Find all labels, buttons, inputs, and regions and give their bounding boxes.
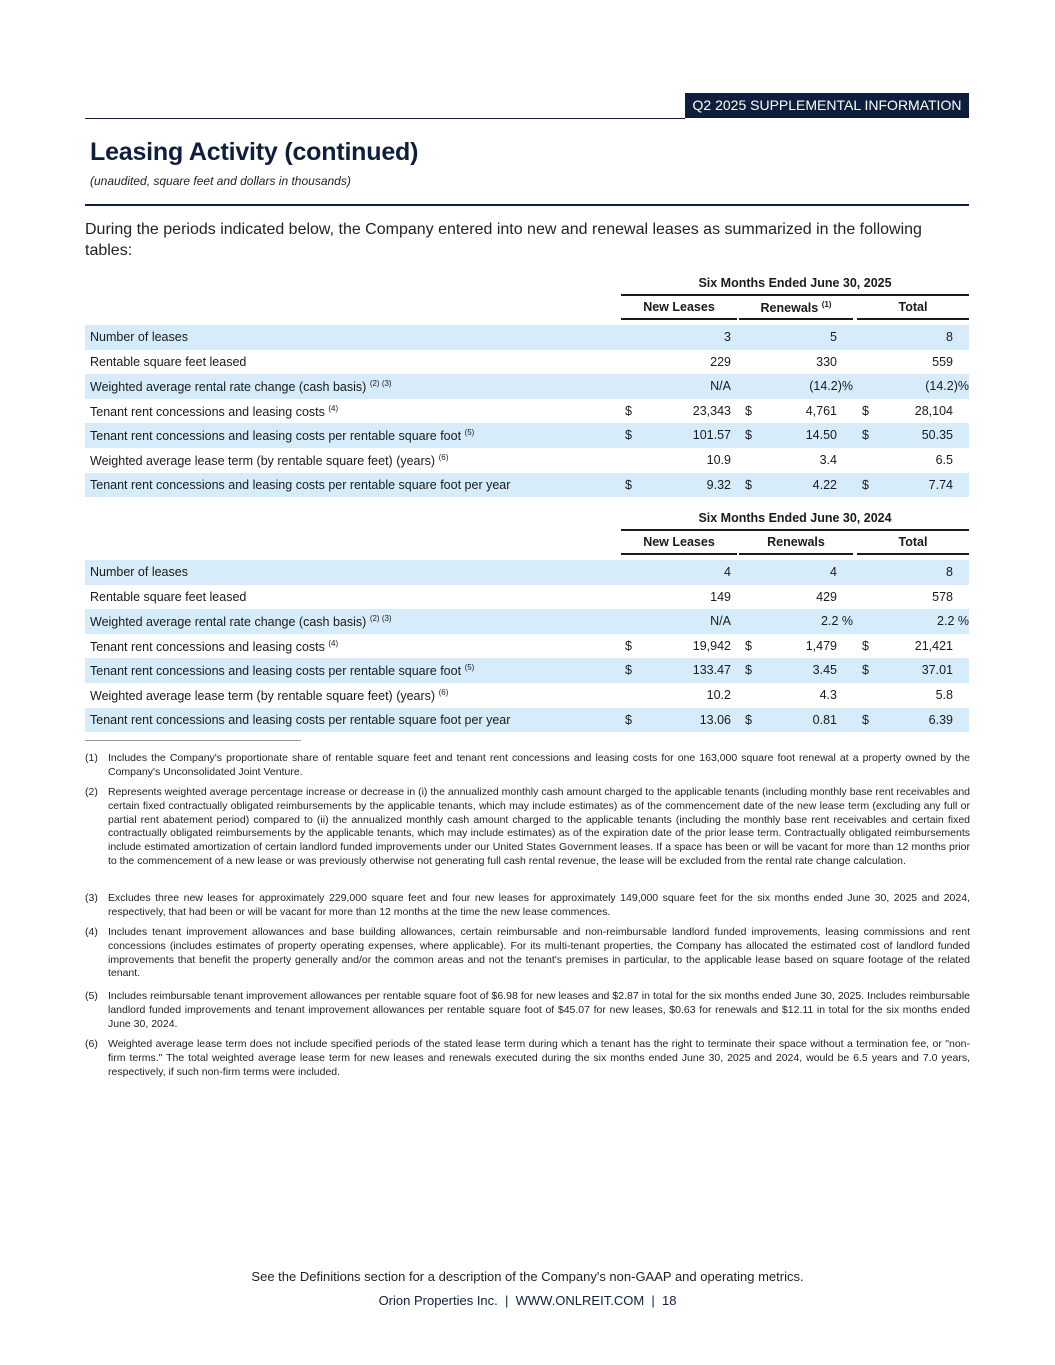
table-row: [85, 423, 969, 448]
currency-symbol: $: [625, 428, 632, 443]
table-cell: 6.39: [928, 712, 953, 727]
table-cell: 133.47: [692, 663, 731, 678]
footnote-text: Represents weighted average percentage increase or decrease in (i) the annualized monthly cash amount charged to the applicable tenants (including monthly base rent receivables and certain fixed contractually obligated reimbursements by the applicable tenants, which may include estimates) as of the commencement date of the new lease term (excluding any full or partial rent abatement period) compared to (ii) the annualized monthly cash amount charged to the applicable tenants (including the monthly base rent receivables and certain fixed contractually obligated reimbursements by the applicable tenants, which may include estimates) as of the expiration date of the prior lease term. Contractually obligated reimbursements include estimated amortization of certain landlord funded improvements under our United States Government leases. If a space has been or will be vacant for more than 12 months prior to the commencement of a new lease or was previously otherwise not generating full cash rental revenue, the lease will be excluded from the rental rate change calculation.: [108, 786, 970, 867]
table-cell: 4,761: [805, 403, 837, 418]
footnote-rule: [85, 740, 301, 741]
table-cell: 2.2 %: [937, 614, 969, 629]
footnote-number: (6): [85, 1038, 98, 1050]
table-cell: 8: [946, 330, 953, 344]
footnote-text: Includes the Company's proportionate share of rentable square feet and tenant rent concessions and leasing costs for one 163,000 square foot renewal at a property owned by the Company's Unconsolidated Joint Venture.: [108, 752, 970, 778]
currency-symbol: $: [745, 663, 752, 678]
table-cell: 8: [946, 565, 953, 579]
footnote-ref: (6): [438, 452, 449, 462]
table-cell: 10.9: [706, 452, 731, 467]
column-header: New Leases: [621, 300, 737, 320]
table-cell: 4.22: [812, 477, 837, 492]
table-period-header: Six Months Ended June 30, 2025: [621, 276, 969, 296]
column-header: Total: [857, 535, 969, 555]
column-header: Total: [857, 300, 969, 320]
table-period-header: Six Months Ended June 30, 2024: [621, 511, 969, 531]
footnote-ref: (5): [464, 428, 475, 438]
row-label: Tenant rent concessions and leasing costs per rentable square foot $^{(5)}$: [90, 663, 475, 679]
table-cell: 6.5: [935, 452, 953, 467]
table-row: [85, 634, 969, 659]
column-header: New Leases: [621, 535, 737, 555]
table-cell: 2.2 %: [821, 614, 853, 629]
currency-symbol: $: [625, 638, 632, 653]
table-cell: 578: [932, 589, 953, 604]
footnote-ref: (4): [328, 638, 339, 648]
table-cell: 4.3: [819, 687, 837, 702]
intro-paragraph: During the periods indicated below, the Company entered into new and renewal leases as summarized in the following tables:: [85, 221, 922, 259]
table-cell: 19,942: [692, 638, 731, 653]
table-cell: 5.8: [935, 687, 953, 702]
footnote-number: (1): [85, 752, 98, 764]
footer-note: See the Definitions section for a description of the Company's non-GAAP and operating metrics.: [251, 1269, 804, 1284]
row-label: Tenant rent concessions and leasing costs per rentable square foot per year: [90, 712, 511, 727]
header-rule: [85, 118, 685, 119]
table-row: [85, 399, 969, 424]
row-label: Weighted average lease term (by rentable square feet) (years) $^{(6)}$: [90, 687, 449, 704]
table-cell: (14.2)%: [809, 379, 853, 394]
table-row: [85, 708, 969, 733]
table-row: [85, 350, 969, 375]
table-row: [85, 560, 969, 585]
currency-symbol: $: [625, 712, 632, 727]
row-label: Number of leases: [90, 565, 188, 579]
table-row: [85, 448, 969, 473]
row-label: Weighted average rental rate change (cash basis) $^{(2) (3)}$: [90, 614, 392, 630]
table-row: [85, 585, 969, 610]
currency-symbol: $: [862, 477, 869, 492]
currency-symbol: $: [625, 663, 632, 678]
table-cell: 37.01: [921, 663, 953, 678]
table-row: [85, 609, 969, 634]
table-body: [85, 325, 969, 497]
currency-symbol: $: [745, 428, 752, 443]
row-label: Rentable square feet leased: [90, 589, 247, 604]
currency-symbol: $: [745, 403, 752, 418]
currency-symbol: $: [625, 477, 632, 492]
row-label: Tenant rent concessions and leasing costs per rentable square foot $^{(5)}$: [90, 428, 475, 444]
table-cell: 3: [724, 330, 731, 344]
column-header: Renewals: [739, 535, 853, 555]
table-cell: 13.06: [699, 712, 731, 727]
page-subtitle: (unaudited, square feet and dollars in thousands): [90, 174, 351, 188]
footnote: [85, 926, 970, 981]
table-cell: 3.45: [812, 663, 837, 678]
footnote: [85, 892, 970, 920]
footnote: [85, 752, 970, 780]
footnote-ref: (1): [821, 300, 832, 309]
footnote-number: (5): [85, 990, 98, 1002]
table-cell: 5: [830, 330, 837, 344]
table-row: [85, 683, 969, 708]
footnote-ref: (2) (3): [369, 379, 392, 389]
footnote-ref: (2) (3): [369, 614, 392, 624]
table-cell: 330: [816, 354, 837, 369]
table-cell: 9.32: [706, 477, 731, 492]
table-row: [85, 374, 969, 399]
currency-symbol: $: [862, 638, 869, 653]
table-cell: 14.50: [805, 428, 837, 443]
row-label: Weighted average lease term (by rentable square feet) (years) $^{(6)}$: [90, 452, 449, 469]
currency-symbol: $: [745, 638, 752, 653]
table-cell: 3.4: [819, 452, 837, 467]
table-cell: N/A: [710, 614, 731, 629]
footnote-ref: (6): [438, 687, 449, 697]
currency-symbol: $: [862, 663, 869, 678]
table-cell: N/A: [710, 379, 731, 394]
footnote-text: Weighted average lease term does not include specified periods of the stated lease term during which a tenant has the right to terminate their space without a termination fee, or "non-firm terms." The total weighted average lease term for new leases and renewals executed during the six months ended June 30, 2025 and 2024, would be 6.5 years and 7.0 years, respectively, if such non-firm terms were included.: [108, 1038, 970, 1078]
footnote-number: (2): [85, 786, 98, 798]
currency-symbol: $: [862, 428, 869, 443]
table-cell: 559: [932, 354, 953, 369]
table-cell: 101.57: [692, 428, 731, 443]
footnote-text: Includes reimbursable tenant improvement allowances per rentable square foot of $6.98 for new leases and $2.87 in total for the six months ended June 30, 2025. Includes reimbursable landlord funded improvements and tenant improvement allowances per rentable square foot of $45.07 for new leases, $0.63 for renewals and $12.11 in total for the six months ended June 30, 2024.: [108, 990, 970, 1030]
table-cell: 50.35: [921, 428, 953, 443]
row-label: Tenant rent concessions and leasing costs $^{(4)}$: [90, 638, 339, 654]
table-row: [85, 325, 969, 350]
footnote-text: Includes tenant improvement allowances and base building allowances, certain reimbursable and non-reimbursable landlord funded improvements, leasing commissions and rent concessions (includes estimates of property operating expenses, where applicable). For its multi-tenant properties, the Company has allocated the estimated cost of landlord funded improvements that benefit the property generally and/or the common areas and not the tenant's premises in particular, to the applicable lease based on square footage of the related tenant.: [108, 926, 970, 980]
footnote-number: (3): [85, 892, 98, 904]
table-cell: 10.2: [706, 687, 731, 702]
footnote: [85, 990, 970, 1031]
footnote-text: Excludes three new leases for approximately 229,000 square feet and four new leases for approximately 149,000 square feet for the six months ended June 30, 2025 and 2024, respectively, that had been or will be vacant for more than 12 months at the time the new lease commences.: [108, 892, 970, 918]
table-body: [85, 560, 969, 732]
table-cell: 4: [830, 565, 837, 579]
table-row: [85, 473, 969, 498]
row-label: Tenant rent concessions and leasing costs $^{(4)}$: [90, 403, 339, 419]
table-cell: (14.2)%: [925, 379, 969, 394]
footnote: [85, 1038, 970, 1079]
table-cell: 21,421: [914, 638, 953, 653]
row-label: Number of leases: [90, 330, 188, 344]
table-cell: 149: [710, 589, 731, 604]
table-cell: 28,104: [914, 403, 953, 418]
footer-line: Orion Properties Inc. | WWW.ONLREIT.COM | 18: [378, 1293, 677, 1308]
row-label: Tenant rent concessions and leasing costs per rentable square foot per year: [90, 477, 511, 492]
title-rule: [85, 204, 969, 206]
currency-symbol: $: [625, 403, 632, 418]
currency-symbol: $: [745, 712, 752, 727]
row-label: Weighted average rental rate change (cash basis) $^{(2) (3)}$: [90, 379, 392, 395]
table-cell: 0.81: [812, 712, 837, 727]
column-header: Renewals $^{(1)}$: [739, 300, 853, 320]
page-title: Leasing Activity (continued): [90, 138, 419, 166]
footnote-number: (4): [85, 926, 98, 938]
table-cell: 4: [724, 565, 731, 579]
footnote-ref: (4): [328, 403, 339, 413]
row-label: Rentable square feet leased: [90, 354, 247, 369]
table-cell: 429: [816, 589, 837, 604]
currency-symbol: $: [745, 477, 752, 492]
table-cell: 229: [710, 354, 731, 369]
currency-symbol: $: [862, 712, 869, 727]
header-tag: Q2 2025 SUPPLEMENTAL INFORMATION: [685, 93, 969, 118]
currency-symbol: $: [862, 403, 869, 418]
footnote: [85, 786, 970, 869]
table-cell: 23,343: [692, 403, 731, 418]
table-row: [85, 658, 969, 683]
table-cell: 7.74: [928, 477, 953, 492]
footnote-ref: (5): [464, 663, 475, 673]
table-cell: 1,479: [805, 638, 837, 653]
